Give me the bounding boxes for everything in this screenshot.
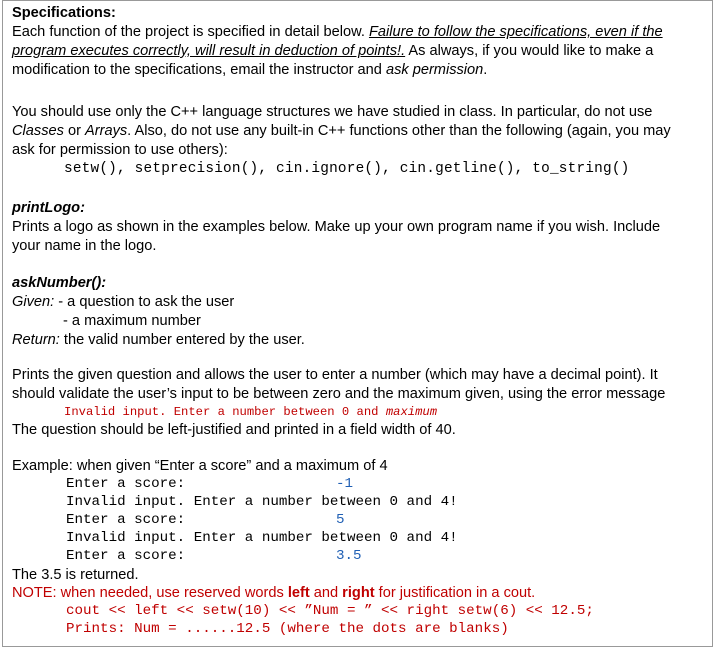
example-prompt: Enter a score: — [66, 512, 186, 528]
intro-warning: Failure to follow the specifications, even if the — [368, 24, 663, 40]
prints-label: Prints: Num = — [66, 621, 186, 637]
note-line — [12, 584, 711, 603]
prints-explanation: (where the dots are blanks) — [270, 621, 509, 637]
prints-value: ......12.5 — [185, 621, 271, 637]
example-line-3 — [66, 511, 711, 530]
intro-line-2 — [12, 42, 711, 61]
example-input: 3.5 — [336, 548, 362, 564]
printlogo-desc-1: Prints a logo as shown in the examples below. Make up your own program name if you wish. Include — [12, 219, 661, 235]
period: . — [483, 62, 488, 78]
restrictions-line-1: You should use only the C++ language structures we have studied in class. In particular, do not use — [12, 104, 653, 120]
given-item-2: - a maximum number — [63, 313, 201, 329]
left-keyword: left — [287, 585, 310, 601]
and-word: and — [309, 585, 343, 601]
example-prompt: Enter a score: — [66, 548, 186, 564]
intro-text: Each function of the project is specified in detail below. — [12, 24, 369, 40]
error-message — [64, 403, 711, 422]
given-label: Given: — [12, 294, 55, 310]
printlogo-heading: printLogo: — [12, 200, 85, 216]
example-line-4: Invalid input. Enter a number between 0 and 4! — [66, 530, 458, 546]
example-line-1 — [66, 475, 711, 494]
error-message-text: Invalid input. Enter a number between 0 and — [64, 405, 386, 419]
or-word: or — [63, 123, 85, 139]
returned-line: The 3.5 is returned. — [12, 567, 139, 583]
note-prints — [66, 620, 711, 639]
example-prompt: Enter a score: — [66, 476, 186, 492]
arrays-word: Arrays — [85, 123, 128, 139]
restrictions-line-2 — [12, 122, 711, 141]
intro-line-1 — [12, 23, 711, 42]
note-code: cout << left << setw(10) << ”Num = ” << right setw(6) << 12.5; — [66, 603, 594, 619]
intro-warning-cont: program executes correctly, will result in deduction of points!. — [12, 43, 406, 59]
intro-line-3 — [12, 61, 711, 80]
asknumber-heading: askNumber(): — [12, 275, 107, 291]
maximum-word: maximum — [385, 405, 438, 419]
given-item-1: - a question to ask the user — [54, 294, 235, 310]
note-text-2: for justification in a cout. — [374, 585, 536, 601]
classes-word: Classes — [12, 123, 64, 139]
specifications-heading: Specifications: — [12, 5, 116, 21]
example-input: 5 — [336, 512, 345, 528]
asknumber-desc-1: Prints the given question and allows the user to enter a number (which may have a decimal point). It — [12, 367, 658, 383]
example-line-2: Invalid input. Enter a number between 0 and 4! — [66, 494, 458, 510]
right-keyword: right — [342, 585, 375, 601]
given-line-1 — [12, 293, 711, 312]
example-input: -1 — [336, 476, 354, 492]
example-intro: Example: when given “Enter a score” and a maximum of 4 — [12, 458, 388, 474]
restrictions-text: . Also, do not use any built-in C++ functions other than the following (again, you may — [127, 123, 671, 139]
printlogo-desc-2: your name in the logo. — [12, 238, 157, 254]
justify-line: The question should be left-justified and printed in a field width of 40. — [12, 422, 456, 438]
asknumber-desc-2: should validate the user’s input to be between zero and the maximum given, using the error message — [12, 386, 666, 402]
return-label: Return: — [12, 332, 60, 348]
note-text: NOTE: when needed, use reserved words — [12, 585, 288, 601]
allowed-functions: setw(), setprecision(), cin.ignore(), cin.getline(), to_string() — [64, 161, 630, 177]
example-line-5 — [66, 547, 711, 566]
return-text: the valid number entered by the user. — [59, 332, 305, 348]
return-line — [12, 331, 711, 350]
ask-permission: ask permission — [385, 62, 484, 78]
intro-text-2: As always, if you would like to make a — [405, 43, 654, 59]
intro-text-3: modification to the specifications, email the instructor and — [12, 62, 386, 78]
restrictions-line-3: ask for permission to use others): — [12, 142, 228, 158]
